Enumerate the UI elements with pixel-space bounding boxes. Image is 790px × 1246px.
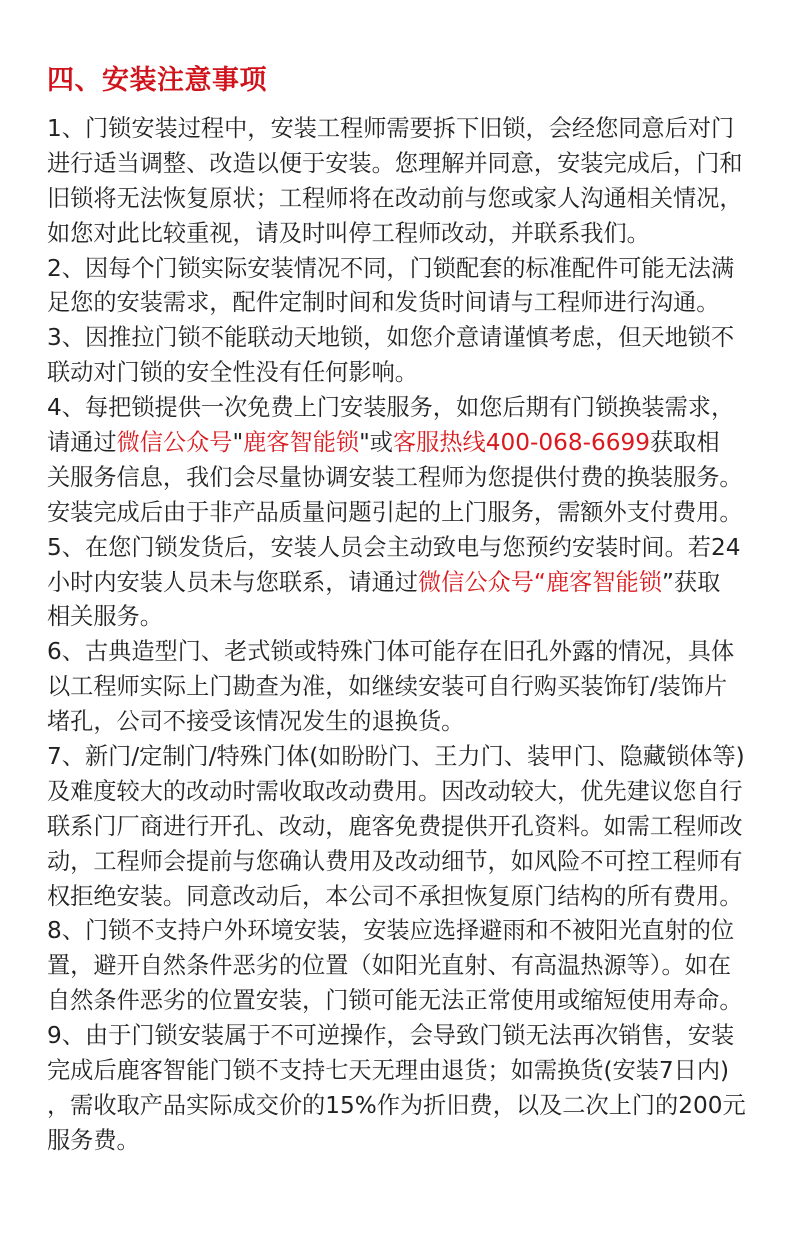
text-segment: 8、门锁不支持户外环境安装，安装应选择避雨和不被阳光直射的位 — [47, 917, 735, 945]
text-segment: 5、在您门锁发货后，安装人员会主动致电与您预约安装时间。若24 — [47, 533, 741, 561]
text-segment: 如您对此比较重视，请及时叫停工程师改动，并联系我们。 — [47, 219, 650, 247]
text-segment: 1、门锁安装过程中，安装工程师需要拆下旧锁，会经您同意后对门 — [47, 115, 735, 142]
text-segment: 堵孔，公司不接受该情况发生的退换货。 — [47, 708, 465, 736]
text-line — [47, 949, 767, 984]
text-line — [47, 810, 767, 845]
highlighted-text: 微信公众号 — [116, 429, 233, 457]
text-segment: 旧锁将无法恢复原状；工程师将在改动前与您或家人沟通相关情况， — [47, 184, 743, 212]
text-line — [47, 321, 767, 356]
text-segment: 联动对门锁的安全性没有任何影响。 — [47, 359, 418, 387]
text-line — [47, 112, 767, 147]
text-line — [47, 1089, 767, 1124]
text-line — [47, 147, 767, 182]
highlighted-text: 鹿客智能锁 — [243, 429, 360, 457]
text-line — [47, 496, 767, 531]
text-segment: 以工程师实际上门勘查为准，如继续安装可自行购买装饰钉/装饰片 — [47, 673, 728, 701]
text-segment: 请通过 — [47, 429, 117, 457]
text-segment: 动，工程师会提前与您确认费用及改动细节，如风险不可控工程师有 — [47, 847, 743, 875]
text-segment: 足您的安装需求，配件定制时间和发货时间请与工程师进行沟通。 — [47, 289, 720, 317]
text-line — [47, 217, 767, 252]
text-line — [47, 182, 767, 217]
text-segment: 及难度较大的改动时需收取改动费用。因改动较大，优先建议您自行 — [47, 777, 743, 805]
text-line — [47, 775, 767, 810]
text-segment: ”获取 — [661, 568, 721, 596]
text-line — [47, 391, 767, 426]
text-line — [47, 566, 767, 601]
text-line — [47, 914, 767, 949]
text-line — [47, 286, 767, 321]
highlighted-text: 客服热线400-068-6699 — [392, 429, 650, 457]
text-segment: 3、因推拉门锁不能联动天地锁，如您介意请谨慎考虑，但天地锁不 — [47, 324, 735, 352]
text-segment: 4、每把锁提供一次免费上门安装服务，如您后期有门锁换装需求， — [47, 394, 735, 422]
text-segment: ，需收取产品实际成交价的15%作为折旧费，以及二次上门的200元 — [47, 1091, 746, 1119]
text-segment: 进行适当调整、改造以便于安装。您理解并同意，安装完成后，门和 — [47, 149, 743, 177]
text-segment: 相关服务。 — [47, 603, 163, 631]
text-segment: 自然条件恶劣的位置安装，门锁可能无法正常使用或缩短使用寿命。 — [47, 987, 743, 1015]
section-title: 四、安装注意事项 — [47, 65, 267, 96]
text-line — [47, 740, 767, 775]
text-segment: 安装完成后由于非产品质量问题引起的上门服务，需额外支付费用。 — [47, 498, 743, 526]
text-segment: 2、因每个门锁实际安装情况不同，门锁配套的标准配件可能无法满 — [47, 254, 735, 282]
text-line — [47, 880, 767, 915]
text-line — [47, 252, 767, 287]
text-line — [47, 461, 767, 496]
text-segment: 9、由于门锁安装属于不可逆操作，会导致门锁无法再次销售，安装 — [47, 1022, 735, 1050]
text-line — [47, 1054, 767, 1089]
text-segment: 7、新门/定制门/特殊门体(如盼盼门、王力门、装甲门、隐藏锁体等) — [47, 743, 745, 771]
text-segment: 6、古典造型门、老式锁或特殊门体可能存在旧孔外露的情况，具体 — [47, 638, 735, 666]
notice-body — [47, 112, 767, 1159]
text-line — [47, 600, 767, 635]
text-segment: "或 — [359, 429, 393, 457]
text-line — [47, 845, 767, 880]
text-segment: 联系门厂商进行开孔、改动，鹿客免费提供开孔资料。如需工程师改 — [47, 812, 743, 840]
text-line — [47, 531, 767, 566]
text-segment: 完成后鹿客智能门锁不支持七天无理由退货；如需换货(安装7日内) — [47, 1057, 730, 1085]
text-line — [47, 705, 767, 740]
text-line — [47, 426, 767, 461]
text-segment: 关服务信息，我们会尽量协调安装工程师为您提供付费的换装服务。 — [47, 463, 743, 491]
text-line — [47, 984, 767, 1019]
text-segment: " — [232, 429, 244, 457]
text-segment: 置，避开自然条件恶劣的位置（如阳光直射、有高温热源等）。如在 — [47, 952, 732, 980]
text-segment: 小时内安装人员未与您联系，请通过 — [47, 568, 418, 596]
text-line — [47, 635, 767, 670]
text-line — [47, 1019, 767, 1054]
highlighted-text: 微信公众号“鹿客智能锁 — [418, 568, 662, 596]
text-line — [47, 356, 767, 391]
text-segment: 获取相 — [649, 429, 720, 457]
text-line — [47, 1124, 767, 1159]
text-line — [47, 670, 767, 705]
text-segment: 服务费。 — [47, 1126, 140, 1154]
text-segment: 权拒绝安装。同意改动后，本公司不承担恢复原门结构的所有费用。 — [47, 882, 743, 910]
